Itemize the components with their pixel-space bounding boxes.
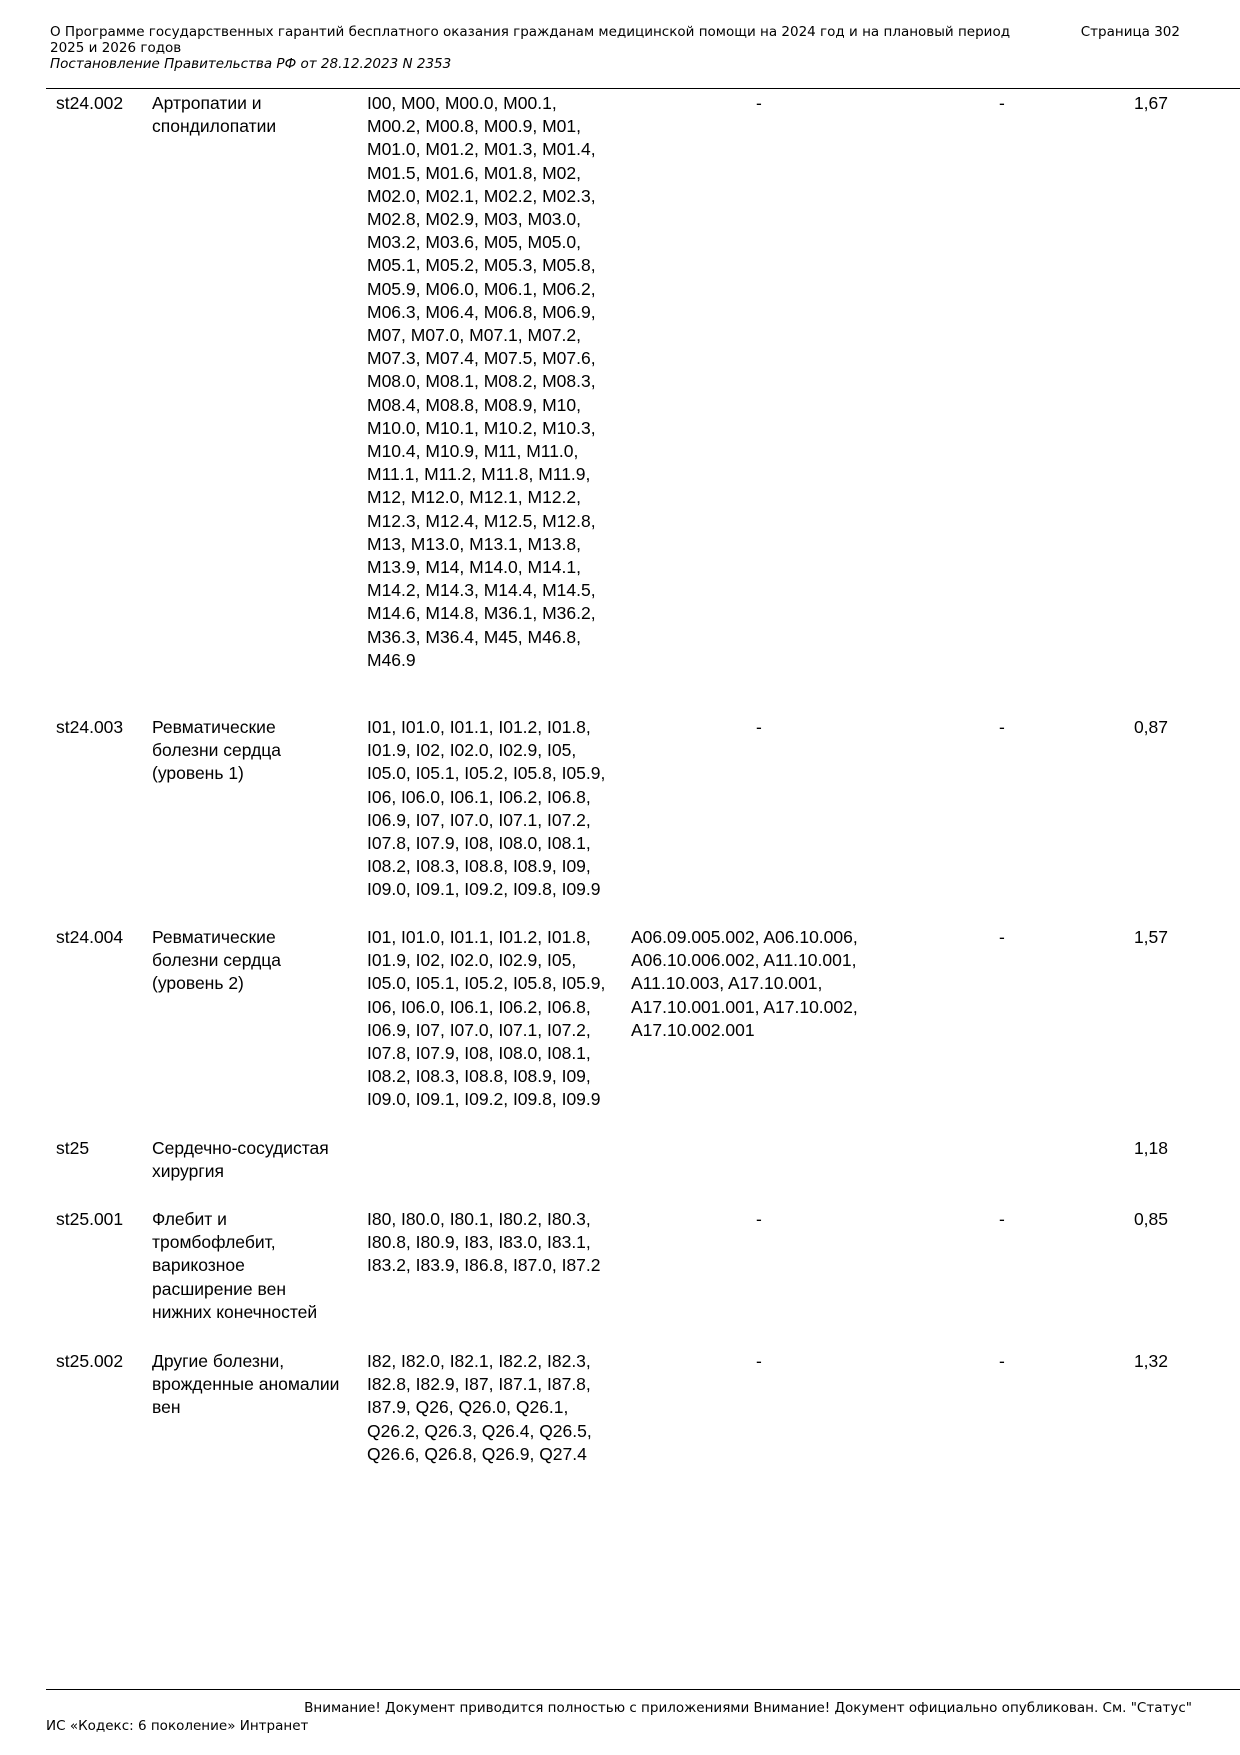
row-services: - <box>756 1209 762 1229</box>
row-diagnoses: I01, I01.0, I01.1, I01.2, I01.8, I01.9, I02, I02.0, I02.9, I05, I05.0, I05.1, I05.2, I05.8, I05.9, I06, I06.0, I06.1, I06.2, I06.8, I06.9, I07, I07.0, I07.1, I07.2, I07.8, I07.9, I08, I08.0, I08.1, I08.2, I08.3, I08.8, I08.9, I09, I09.0, I09.1, I09.2, I09.8, I09.9 <box>367 927 606 1110</box>
row-coefficient: 1,18 <box>1133 1138 1168 1158</box>
row-code: st25 <box>56 1138 90 1158</box>
row-other-criteria: - <box>999 93 1005 113</box>
footer-divider <box>46 1689 1240 1690</box>
page-header <box>50 24 1180 72</box>
row-code: st24.004 <box>56 927 124 947</box>
row-other-criteria: - <box>999 717 1005 737</box>
row-other-criteria: - <box>999 1351 1005 1371</box>
row-name: Другие болезни, врожденные аномалии вен <box>152 1351 340 1418</box>
row-code: st24.002 <box>56 93 124 113</box>
footer-system: ИС «Кодекс: 6 поколение» Интранет <box>46 1718 309 1734</box>
document-title: О Программе государственных гарантий бесплатного оказания гражданам медицинской помощи на 2024 год и на плановый период 2025 и 2026 годов <box>50 24 1011 56</box>
row-diagnoses: I01, I01.0, I01.1, I01.2, I01.8, I01.9, I02, I02.0, I02.9, I05, I05.0, I05.1, I05.2, I05.8, I05.9, I06, I06.0, I06.1, I06.2, I06.8, I06.9, I07, I07.0, I07.1, I07.2, I07.8, I07.9, I08, I08.0, I08.1, I08.2, I08.3, I08.8, I08.9, I09, I09.0, I09.1, I09.2, I09.8, I09.9 <box>367 717 606 900</box>
row-code: st25.002 <box>56 1351 124 1371</box>
row-diagnoses: I00, M00, M00.0, M00.1, M00.2, M00.8, M00.9, M01, M01.0, M01.2, M01.3, M01.4, M01.5, M01.6, M01.8, M02, M02.0, M02.1, M02.2, M02.3, M02.8, M02.9, M03, M03.0, M03.2, M03.6, M05, M05.0, M05.1, M05.2, M05.3, M05.8, M05.9, M06.0, M06.1, M06.2, M06.3, M06.4, M06.8, M06.9, M07, M07.0, M07.1, M07.2, M07.3, M07.4, M07.5, M07.6, M08.0, M08.1, M08.2, M08.3, M08.4, M08.8, M08.9, M10, M10.0, M10.1, M10.2, M10.3, M10.4, M10.9, M11, M11.0, M11.1, M11.2, M11.8, M11.9, M12, M12.0, M12.1, M12.2, M12.3, M12.4, M12.5, M12.8, M13, M13.0, M13.1, M13.8, M13.9, M14, M14.0, M14.1, M14.2, M14.3, M14.4, M14.5, M14.6, M14.8, M36.1, M36.2, M36.3, M36.4, M45, M46.8, M46.9 <box>367 93 596 670</box>
row-name: Флебит и тромбофлебит, варикозное расширение вен нижних конечностей <box>152 1209 318 1322</box>
row-services: A06.09.005.002, A06.10.006, A06.10.006.002, A11.10.001, A11.10.003, A17.10.001, A17.10.001.001, A17.10.002, A17.10.002.001 <box>631 927 858 1040</box>
row-coefficient: 0,85 <box>1133 1209 1168 1229</box>
row-coefficient: 0,87 <box>1133 717 1168 737</box>
row-services: - <box>756 717 762 737</box>
row-coefficient: 1,67 <box>1133 93 1168 113</box>
row-services: - <box>756 1351 762 1371</box>
row-name: Ревматические болезни сердца (уровень 2) <box>152 927 282 994</box>
row-diagnoses: I80, I80.0, I80.1, I80.2, I80.3, I80.8, I80.9, I83, I83.0, I83.1, I83.2, I83.9, I86.8, I87.0, I87.2 <box>367 1209 601 1276</box>
row-other-criteria: - <box>999 1209 1005 1229</box>
row-name: Ревматические болезни сердца (уровень 1) <box>152 717 282 784</box>
row-name: Артропатии и спондилопатии <box>152 93 277 137</box>
row-coefficient: 1,32 <box>1133 1351 1168 1371</box>
row-code: st24.003 <box>56 717 124 737</box>
document-subtitle: Постановление Правительства РФ от 28.12.2023 N 2353 <box>50 56 452 72</box>
footer-warning: Внимание! Документ приводится полностью с приложениями Внимание! Документ официально опубликован. См. "Статус" <box>304 1700 1192 1716</box>
row-coefficient: 1,57 <box>1133 927 1168 947</box>
row-diagnoses: I82, I82.0, I82.1, I82.2, I82.3, I82.8, I82.9, I87, I87.1, I87.8, I87.9, Q26, Q26.0, Q26.1, Q26.2, Q26.3, Q26.4, Q26.5, Q26.6, Q26.8, Q26.9, Q27.4 <box>367 1351 592 1464</box>
header-divider <box>46 88 1240 89</box>
page-number: Страница 302 <box>1080 24 1180 40</box>
row-other-criteria: - <box>999 927 1005 947</box>
row-code: st25.001 <box>56 1209 124 1229</box>
row-services: - <box>756 93 762 113</box>
row-name: Сердечно-сосудистая хирургия <box>152 1138 329 1182</box>
